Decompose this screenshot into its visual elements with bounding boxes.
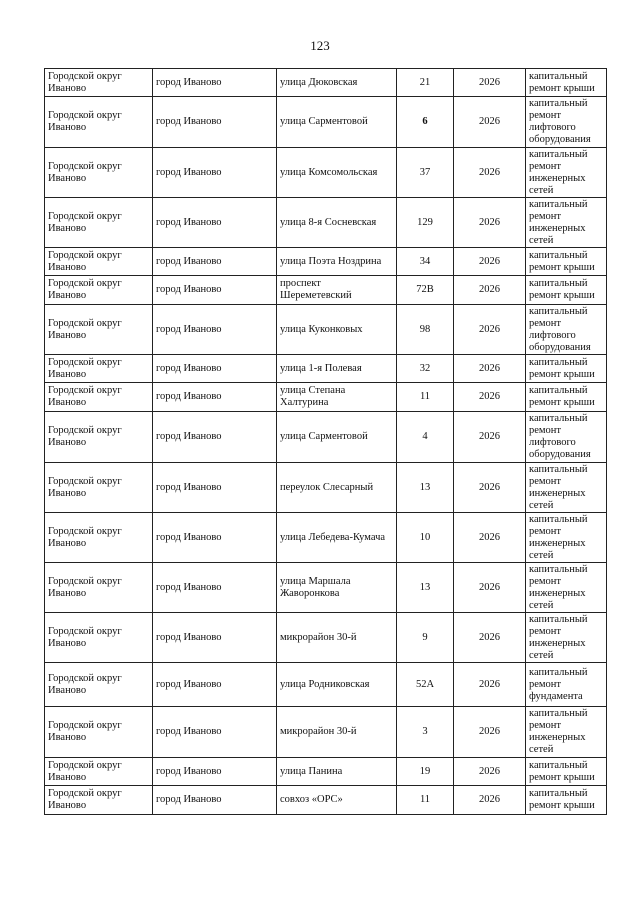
district-cell: Городской округ Иваново xyxy=(45,663,153,707)
street-cell: улица Родниковская xyxy=(277,663,397,707)
city-cell: город Иваново xyxy=(153,69,277,97)
table-row xyxy=(45,707,607,758)
city-cell: город Иваново xyxy=(153,383,277,412)
district-cell: Городской округ Иваново xyxy=(45,613,153,663)
street-cell: микрорайон 30-й xyxy=(277,613,397,663)
street-cell: улица 1-я Полевая xyxy=(277,355,397,383)
street-cell: улица Куконковых xyxy=(277,305,397,355)
district-cell: Городской округ Иваново xyxy=(45,513,153,563)
street-cell: улица Комсомольская xyxy=(277,148,397,198)
table-row xyxy=(45,198,607,248)
table-row xyxy=(45,412,607,463)
district-cell: Городской округ Иваново xyxy=(45,69,153,97)
work-type-cell: капитальный ремонт инженерных сетей xyxy=(526,613,607,663)
house-number-cell: 6 xyxy=(397,97,454,148)
city-cell: город Иваново xyxy=(153,148,277,198)
district-cell: Городской округ Иваново xyxy=(45,412,153,463)
street-cell: улица Сарментовой xyxy=(277,412,397,463)
year-cell: 2026 xyxy=(454,513,526,563)
house-number-cell: 13 xyxy=(397,463,454,513)
year-cell: 2026 xyxy=(454,355,526,383)
city-cell: город Иваново xyxy=(153,248,277,276)
table-row xyxy=(45,613,607,663)
city-cell: город Иваново xyxy=(153,198,277,248)
work-type-cell: капитальный ремонт крыши xyxy=(526,69,607,97)
work-type-cell: капитальный ремонт крыши xyxy=(526,758,607,786)
district-cell: Городской округ Иваново xyxy=(45,148,153,198)
year-cell: 2026 xyxy=(454,563,526,613)
year-cell: 2026 xyxy=(454,707,526,758)
year-cell: 2026 xyxy=(454,276,526,305)
house-number-cell: 52А xyxy=(397,663,454,707)
house-number-cell: 37 xyxy=(397,148,454,198)
street-cell: улица Сарментовой xyxy=(277,97,397,148)
city-cell: город Иваново xyxy=(153,276,277,305)
table-row xyxy=(45,276,607,305)
house-number-cell: 32 xyxy=(397,355,454,383)
year-cell: 2026 xyxy=(454,383,526,412)
table-row xyxy=(45,383,607,412)
table-row xyxy=(45,97,607,148)
house-number-cell: 3 xyxy=(397,707,454,758)
city-cell: город Иваново xyxy=(153,97,277,148)
district-cell: Городской округ Иваново xyxy=(45,97,153,148)
city-cell: город Иваново xyxy=(153,463,277,513)
city-cell: город Иваново xyxy=(153,663,277,707)
table-row xyxy=(45,148,607,198)
year-cell: 2026 xyxy=(454,69,526,97)
street-cell: улица Поэта Ноздрина xyxy=(277,248,397,276)
city-cell: город Иваново xyxy=(153,758,277,786)
house-number-cell: 72В xyxy=(397,276,454,305)
house-number-cell: 34 xyxy=(397,248,454,276)
district-cell: Городской округ Иваново xyxy=(45,463,153,513)
city-cell: город Иваново xyxy=(153,305,277,355)
street-cell: улица 8-я Сосневская xyxy=(277,198,397,248)
table-row xyxy=(45,786,607,815)
district-cell: Городской округ Иваново xyxy=(45,758,153,786)
year-cell: 2026 xyxy=(454,412,526,463)
work-type-cell: капитальный ремонт крыши xyxy=(526,786,607,815)
year-cell: 2026 xyxy=(454,248,526,276)
district-cell: Городской округ Иваново xyxy=(45,786,153,815)
table-row xyxy=(45,248,607,276)
district-cell: Городской округ Иваново xyxy=(45,355,153,383)
street-cell: улица Лебедева-Кумача xyxy=(277,513,397,563)
house-number-cell: 9 xyxy=(397,613,454,663)
table-row xyxy=(45,563,607,613)
year-cell: 2026 xyxy=(454,613,526,663)
page-number: 123 xyxy=(310,38,330,53)
year-cell: 2026 xyxy=(454,198,526,248)
work-type-cell: капитальный ремонт инженерных сетей xyxy=(526,563,607,613)
street-cell: улица Дюковская xyxy=(277,69,397,97)
table-row xyxy=(45,463,607,513)
work-type-cell: капитальный ремонт инженерных сетей xyxy=(526,707,607,758)
work-type-cell: капитальный ремонт крыши xyxy=(526,276,607,305)
district-cell: Городской округ Иваново xyxy=(45,305,153,355)
street-cell: улица Панина xyxy=(277,758,397,786)
work-type-cell: капитальный ремонт крыши xyxy=(526,248,607,276)
district-cell: Городской округ Иваново xyxy=(45,563,153,613)
house-number-cell: 19 xyxy=(397,758,454,786)
year-cell: 2026 xyxy=(454,663,526,707)
city-cell: город Иваново xyxy=(153,412,277,463)
work-type-cell: капитальный ремонт крыши xyxy=(526,355,607,383)
year-cell: 2026 xyxy=(454,758,526,786)
street-cell: улица Степана Халтурина xyxy=(277,383,397,412)
house-number-cell: 11 xyxy=(397,383,454,412)
district-cell: Городской округ Иваново xyxy=(45,707,153,758)
district-cell: Городской округ Иваново xyxy=(45,383,153,412)
work-type-cell: капитальный ремонт крыши xyxy=(526,383,607,412)
city-cell: город Иваново xyxy=(153,563,277,613)
work-type-cell: капитальный ремонт инженерных сетей xyxy=(526,198,607,248)
house-number-cell: 10 xyxy=(397,513,454,563)
district-cell: Городской округ Иваново xyxy=(45,248,153,276)
house-number-cell: 4 xyxy=(397,412,454,463)
table-row xyxy=(45,69,607,97)
street-cell: проспект Шереметевский xyxy=(277,276,397,305)
year-cell: 2026 xyxy=(454,148,526,198)
housing-repair-table xyxy=(44,68,607,815)
city-cell: город Иваново xyxy=(153,707,277,758)
district-cell: Городской округ Иваново xyxy=(45,276,153,305)
street-cell: переулок Слесарный xyxy=(277,463,397,513)
house-number-cell: 21 xyxy=(397,69,454,97)
year-cell: 2026 xyxy=(454,97,526,148)
table-row xyxy=(45,513,607,563)
city-cell: город Иваново xyxy=(153,355,277,383)
city-cell: город Иваново xyxy=(153,613,277,663)
year-cell: 2026 xyxy=(454,305,526,355)
house-number-cell: 98 xyxy=(397,305,454,355)
city-cell: город Иваново xyxy=(153,513,277,563)
table-row xyxy=(45,305,607,355)
work-type-cell: капитальный ремонт инженерных сетей xyxy=(526,463,607,513)
year-cell: 2026 xyxy=(454,463,526,513)
street-cell: совхоз «ОРС» xyxy=(277,786,397,815)
table-row xyxy=(45,758,607,786)
work-type-cell: капитальный ремонт лифтового оборудования xyxy=(526,97,607,148)
work-type-cell: капитальный ремонт инженерных сетей xyxy=(526,513,607,563)
table-row xyxy=(45,663,607,707)
work-type-cell: капитальный ремонт фундамента xyxy=(526,663,607,707)
year-cell: 2026 xyxy=(454,786,526,815)
district-cell: Городской округ Иваново xyxy=(45,198,153,248)
house-number-cell: 11 xyxy=(397,786,454,815)
house-number-cell: 13 xyxy=(397,563,454,613)
street-cell: улица Маршала Жаворонкова xyxy=(277,563,397,613)
work-type-cell: капитальный ремонт лифтового оборудования xyxy=(526,412,607,463)
street-cell: микрорайон 30-й xyxy=(277,707,397,758)
work-type-cell: капитальный ремонт лифтового оборудования xyxy=(526,305,607,355)
city-cell: город Иваново xyxy=(153,786,277,815)
work-type-cell: капитальный ремонт инженерных сетей xyxy=(526,148,607,198)
house-number-cell: 129 xyxy=(397,198,454,248)
table-row xyxy=(45,355,607,383)
